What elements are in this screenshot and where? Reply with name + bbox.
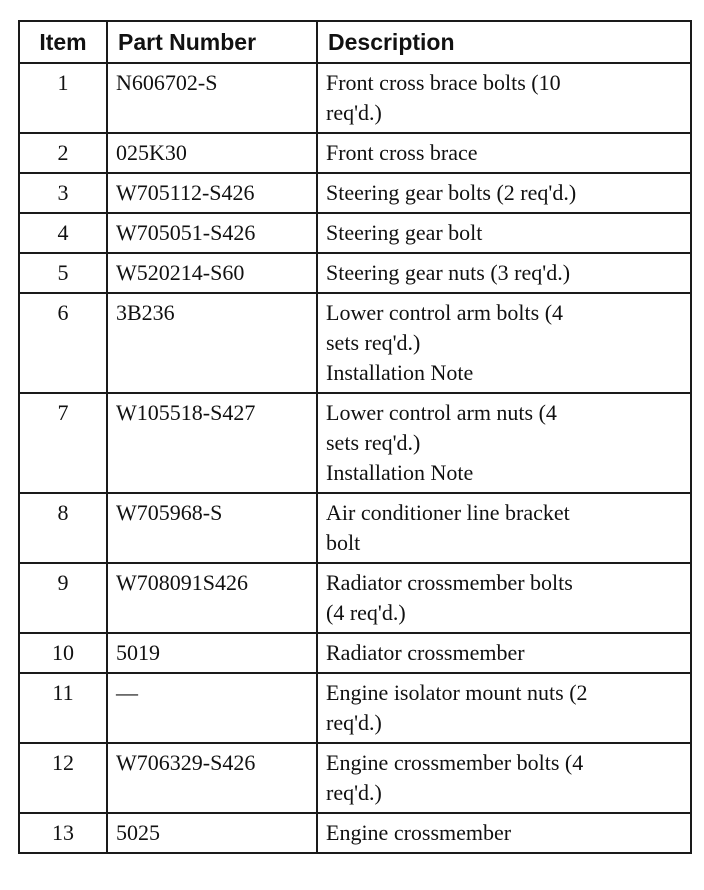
table-row [19, 253, 691, 293]
item-number: 2 [19, 133, 107, 173]
description [317, 213, 691, 253]
table-header-row [19, 21, 691, 63]
description [317, 493, 691, 563]
item-number: 5 [19, 253, 107, 293]
description-line: Air conditioner line bracket [326, 500, 570, 525]
description-line: (4 req'd.) [326, 600, 406, 625]
table-row [19, 493, 691, 563]
part-number: N606702-S [107, 63, 317, 133]
description-line: Engine crossmember bolts (4 [326, 750, 584, 775]
description [317, 63, 691, 133]
part-number: 5025 [107, 813, 317, 853]
table-row [19, 813, 691, 853]
item-number: 6 [19, 293, 107, 393]
description [317, 393, 691, 493]
header-description: Description [317, 21, 691, 63]
part-number: W105518-S427 [107, 393, 317, 493]
part-number: W520214-S60 [107, 253, 317, 293]
part-number: 5019 [107, 633, 317, 673]
table-row [19, 213, 691, 253]
description-line: Radiator crossmember [326, 640, 525, 665]
description [317, 743, 691, 813]
description-line: Steering gear bolts (2 req'd.) [326, 180, 577, 205]
item-number: 7 [19, 393, 107, 493]
part-number: — [107, 673, 317, 743]
description [317, 813, 691, 853]
table-row [19, 673, 691, 743]
table-row [19, 743, 691, 813]
part-number: W706329-S426 [107, 743, 317, 813]
description [317, 633, 691, 673]
table-row [19, 293, 691, 393]
item-number: 8 [19, 493, 107, 563]
description-line: req'd.) [326, 100, 382, 125]
description-line: Radiator crossmember bolts [326, 570, 573, 595]
part-number: W705968-S [107, 493, 317, 563]
item-number: 12 [19, 743, 107, 813]
table-row [19, 393, 691, 493]
table-row [19, 63, 691, 133]
description-line: Steering gear nuts (3 req'd.) [326, 260, 571, 285]
description-line: bolt [326, 530, 361, 555]
part-number: 3B236 [107, 293, 317, 393]
part-number: W705112-S426 [107, 173, 317, 213]
description [317, 253, 691, 293]
item-number: 3 [19, 173, 107, 213]
table-row [19, 633, 691, 673]
part-number: W705051-S426 [107, 213, 317, 253]
part-number: 025K30 [107, 133, 317, 173]
description-line: sets req'd.) [326, 330, 421, 355]
description-line: sets req'd.) [326, 430, 421, 455]
item-number: 9 [19, 563, 107, 633]
header-item: Item [19, 21, 107, 63]
description-line: Installation Note [326, 360, 474, 385]
description-line: Engine crossmember [326, 820, 512, 845]
description-line: req'd.) [326, 780, 382, 805]
part-number: W708091S426 [107, 563, 317, 633]
parts-table [18, 20, 692, 854]
description [317, 293, 691, 393]
table-body [19, 63, 691, 853]
description [317, 673, 691, 743]
description [317, 563, 691, 633]
table-row [19, 173, 691, 213]
item-number: 4 [19, 213, 107, 253]
item-number: 1 [19, 63, 107, 133]
item-number: 11 [19, 673, 107, 743]
description-line: Engine isolator mount nuts (2 [326, 680, 588, 705]
item-number: 10 [19, 633, 107, 673]
description [317, 173, 691, 213]
header-part-number: Part Number [107, 21, 317, 63]
table-row [19, 563, 691, 633]
description-line: req'd.) [326, 710, 382, 735]
description-line: Lower control arm bolts (4 [326, 300, 564, 325]
description [317, 133, 691, 173]
table-row [19, 133, 691, 173]
description-line: Steering gear bolt [326, 220, 483, 245]
description-line: Front cross brace [326, 140, 478, 165]
item-number: 13 [19, 813, 107, 853]
description-line: Front cross brace bolts (10 [326, 70, 561, 95]
description-line: Installation Note [326, 460, 474, 485]
description-line: Lower control arm nuts (4 [326, 400, 557, 425]
